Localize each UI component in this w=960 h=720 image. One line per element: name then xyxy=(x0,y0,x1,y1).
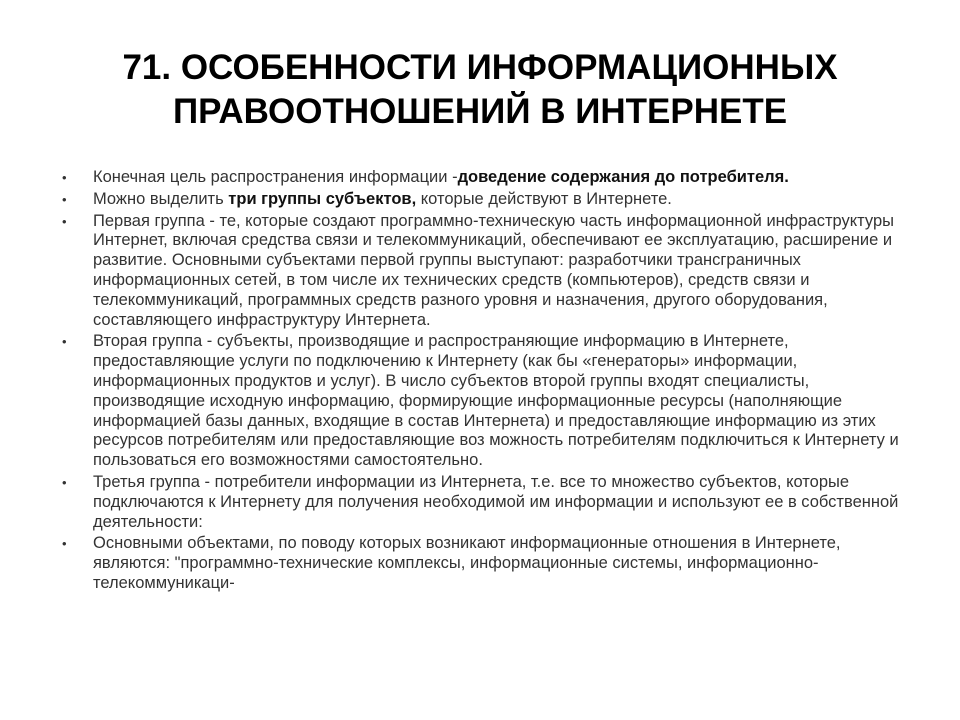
bullet-text: Первая группа - те, которые создают программно-техническую часть информационной инфраструктуры Интернет, включая средства связи и телекоммуникаций, обеспечивают ее эксплуатацию, расширение и развитие. Основными субъектами первой группы выступают: разработчики трансграничных информационных сетей, в том числе их технических средств (компьютеров), средств связи и телекоммуникаций, программных средств разного уровня и назначения, другого оборудования, составляющего инфраструктуру Интернета. xyxy=(93,211,894,329)
bullet-marker: • xyxy=(62,474,67,490)
bullet-item-second-group xyxy=(62,332,902,471)
bullet-marker: • xyxy=(62,170,67,185)
bullet-text: Основными объектами, по поводу которых возникают информационные отношения в Интернете, являются: "программно-технические комплексы, информационные системы, информационно-телекоммуникаци- xyxy=(93,534,841,592)
bullet-marker: • xyxy=(62,536,67,552)
bullet-text: Конечная цель распространения информации - xyxy=(93,168,458,186)
bullet-item-three-groups xyxy=(62,190,902,210)
bullet-text-after: которые действуют в Интернете. xyxy=(416,189,672,208)
bullet-bold-text: доведение содержания до потребителя. xyxy=(457,168,789,186)
bullet-item-third-group xyxy=(62,473,902,532)
bullet-bold-text: три группы субъектов, xyxy=(228,189,417,208)
bullet-text-before: Можно выделить xyxy=(93,189,229,208)
bullet-text: Вторая группа - субъекты, производящие и распространяющие информацию в Интернете, предоставляющие услуги по подключению к Интернету (как бы «генераторы» информации, информационных продуктов и услуг). В число субъектов второй группы входят специалисты, производящие исходную информацию, формирующие информационные ресурсы (наполняющие информацией базы данных, входящие в состав Интернета) и предоставляющие информацию из этих ресурсов потребителям или предоставляющие воз можность потребителям подключиться к Интернету и пользоваться его возможностями самостоятельно. xyxy=(93,332,899,470)
bullet-marker: • xyxy=(62,334,67,350)
bullet-item-goal xyxy=(62,168,902,188)
bullet-marker: • xyxy=(62,191,67,207)
bullet-item-first-group xyxy=(62,212,902,331)
slide-title-line-1: 71. ОСОБЕННОСТИ ИНФОРМАЦИОННЫХ xyxy=(122,48,838,87)
bullet-marker: • xyxy=(62,213,67,229)
bullet-list xyxy=(62,168,902,596)
slide-title xyxy=(60,46,900,134)
bullet-item-objects xyxy=(62,534,902,593)
slide-title-line-2: ПРАВООТНОШЕНИЙ В ИНТЕРНЕТЕ xyxy=(172,92,788,131)
bullet-text: Третья группа - потребители информации из Интернета, т.е. все то множество субъектов, которые подключаются к Интернету для получения необходимой им информации и используют ее в собственной деятельности: xyxy=(93,472,899,531)
